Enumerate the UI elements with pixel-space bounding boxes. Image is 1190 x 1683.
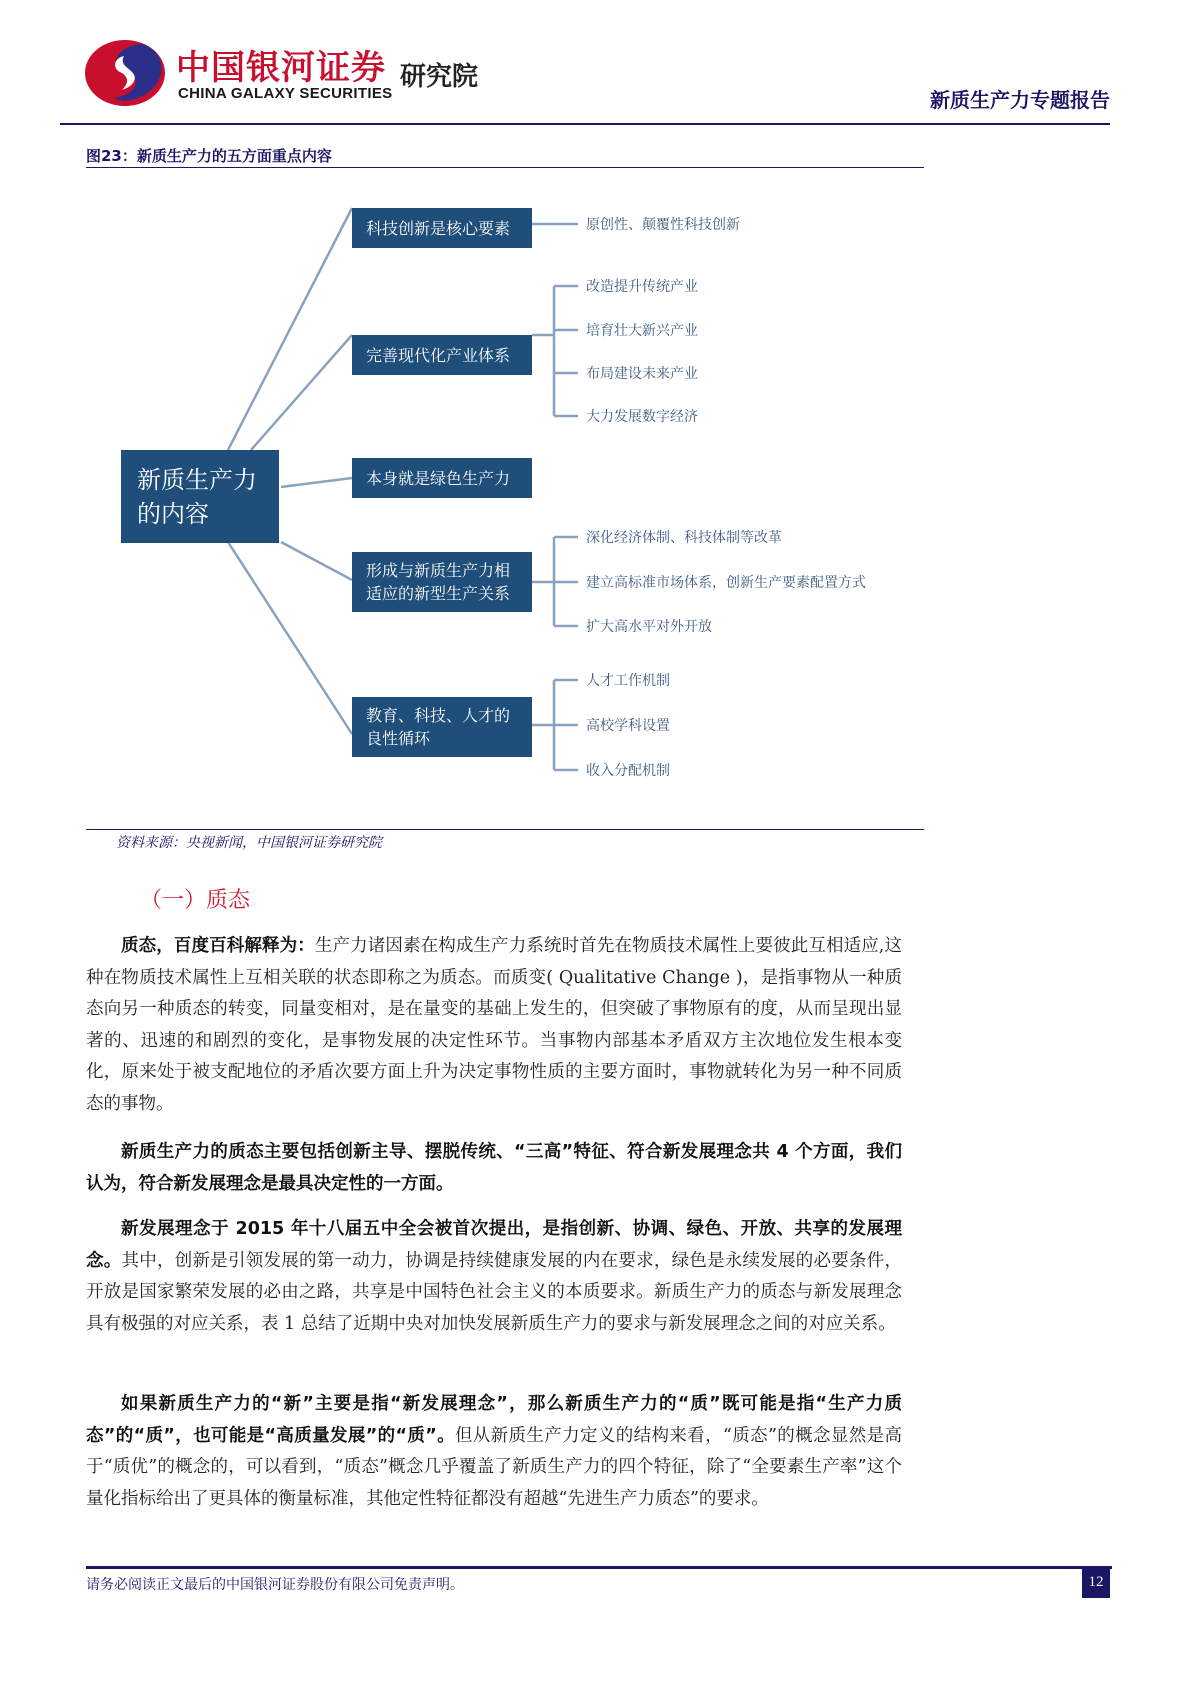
paragraph-new-development-concept: [86, 1214, 902, 1340]
paragraph-lead: 新质生产力的质态主要包括创新主导、摆脱传统、“三高”特征、符合新发展理念共 4 个方面，我们认为，符合新发展理念是最具决定性的一方面。: [86, 1142, 902, 1194]
logo-institute: 研究院: [400, 62, 479, 92]
leaf-item: 扩大高水平对外开放: [586, 619, 712, 635]
paragraph-body: 其中，创新是引领发展的第一动力，协调是持续健康发展的内在要求，绿色是永续发展的必要条件，开放是国家繁荣发展的必由之路，共享是中国特色社会主义的本质要求。新质生产力的质态与新发展理念具有极强的对应关系，表 1 总结了近期中央对加快发展新质生产力的要求与新发展理念之间的对应关系。: [86, 1250, 903, 1334]
branch-node-green-productivity: [352, 458, 532, 498]
paragraph-definition: [86, 931, 902, 1120]
branch-node-industry-system: [352, 335, 532, 375]
paragraph-lead: 如果新质生产力的“新”主要是指“新发展理念”，那么新质生产力的“质”既可能是指“生产力质态”的“质”，也可能是“高质量发展”的“质”。: [86, 1394, 902, 1446]
page-number: 12: [1082, 1567, 1110, 1598]
root-node-line1: 新质生产力: [137, 465, 257, 494]
leaf-item: 培育壮大新兴产业: [586, 323, 698, 339]
header-divider: [60, 123, 1110, 125]
galaxy-logo-icon: [84, 38, 166, 108]
branch-node-production-relations: [352, 552, 532, 612]
branch-label-line1: 形成与新质生产力相: [366, 561, 511, 580]
branch-label-line1: 教育、科技、人才的: [366, 706, 511, 725]
figure-source-note: 资料来源：央视新闻，中国银河证券研究院: [116, 835, 382, 851]
branch-label: 科技创新是核心要素: [366, 218, 511, 238]
leaf-item: 大力发展数字经济: [586, 409, 698, 425]
section-heading: （一）质态: [140, 888, 251, 913]
figure-bottom-rule: [86, 829, 924, 830]
paragraph-lead: 质态，百度百科解释为：: [121, 936, 315, 956]
logo-chinese-name: 中国银河证券: [176, 48, 386, 88]
paragraph-lead: 新发展理念于 2015 年十八届五中全会被首次提出，是指创新、协调、绿色、开放、共享的发展理念。: [86, 1219, 902, 1271]
branch-label-line2: 适应的新型生产关系: [366, 584, 511, 603]
footer-divider: [86, 1566, 1112, 1569]
leaf-item: 人才工作机制: [586, 673, 670, 689]
branch-node-tech-innovation: [352, 208, 532, 248]
figure-title: 图23：新质生产力的五方面重点内容: [86, 147, 332, 165]
branch-label: 本身就是绿色生产力: [366, 468, 511, 488]
branch-node-education-talent: [352, 697, 532, 757]
branch-label: 完善现代化产业体系: [366, 345, 511, 365]
figure-top-rule: [86, 167, 924, 168]
root-node-line2: 的内容: [137, 499, 209, 528]
leaf-item: 原创性、颠覆性科技创新: [586, 217, 740, 233]
paragraph-quality-meaning: [86, 1389, 902, 1515]
leaf-item: 高校学科设置: [586, 718, 670, 734]
footer-disclaimer: 请务必阅读正文最后的中国银河证券股份有限公司免责声明。: [86, 1577, 464, 1593]
logo-english-name: CHINA GALAXY SECURITIES: [178, 85, 393, 102]
paragraph-body: 生产力诸因素在构成生产力系统时首先在物质技术属性上要彼此互相适应,这种在物质技术属性上互相关联的状态即称之为质态。而质变( Qualitative Change )，是指事物从一种质态向另一种质态的转变，同量变相对，是在量变的基础上发生的，但突破了事物原有的度，从而呈现出显著的、迅速的和剧烈的变化，是事物发展的决定性环节。当事物内部基本矛盾双方主次地位发生根本变化，原来处于被支配地位的矛盾次要方面上升为决定事物性质的主要方面时，事物就转化为另一种不同质态的事物。: [86, 936, 902, 1114]
leaf-item: 建立高标准市场体系，创新生产要素配置方式: [586, 575, 866, 591]
mind-map-diagram: [86, 172, 924, 827]
leaf-item: 深化经济体制、科技体制等改革: [586, 530, 782, 546]
paragraph-body: 但从新质生产力定义的结构来看，“质态”的概念显然是高于“质优”的概念的，可以看到，“质态”概念几乎覆盖了新质生产力的四个特征，除了“全要素生产率”这个量化指标给出了更具体的衡量标准，其他定性特征都没有超越“先进生产力质态”的要求。: [86, 1425, 902, 1509]
paragraph-four-aspects: [86, 1137, 902, 1200]
leaf-item: 收入分配机制: [586, 763, 670, 779]
leaf-item: 改造提升传统产业: [586, 279, 698, 295]
branch-label-line2: 良性循环: [366, 729, 431, 748]
report-title: 新质生产力专题报告: [930, 88, 1110, 112]
leaf-item: 布局建设未来产业: [586, 366, 698, 382]
root-node: [121, 450, 279, 543]
